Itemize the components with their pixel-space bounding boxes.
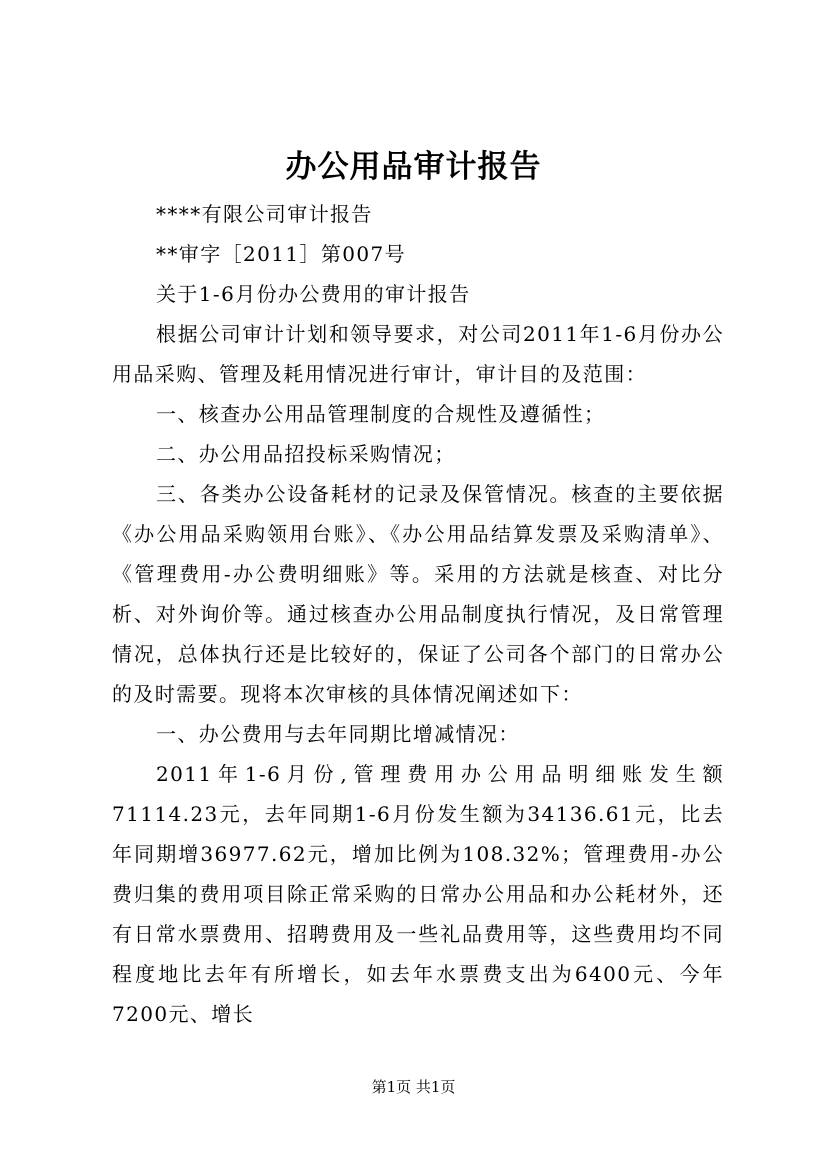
page-footer: 第1页 共1页 (371, 1078, 456, 1096)
paragraph-scope-1: 一、核查办公用品管理制度的合规性及遵循性； (156, 402, 606, 426)
section-heading-1: 一、办公费用与去年同期比增减情况： (156, 722, 520, 746)
paragraph-intro: 根据公司审计计划和领导要求，对公司2011年1-6月份办公用品采购、管理及耗用情况进行审计，审计目的及范围： (112, 322, 724, 386)
company-report-line: ****有限公司审计报告 (156, 202, 373, 226)
report-subject-line: 关于1-6月份办公费用的审计报告 (156, 282, 471, 306)
document-title: 办公用品审计报告 (285, 149, 542, 185)
report-number-line: **审字［2011］第007号 (156, 242, 407, 266)
paragraph-scope-2: 二、办公用品招投标采购情况； (156, 442, 456, 466)
paragraph-expense-comparison: 2011年1-6月份,管理费用办公用品明细账发生额71114.23元，去年同期1-6月份发生额为34136.61元，比去年同期增36977.62元，增加比例为108.32%；管理费用-办公费归集的费用项目除正常采购的日常办公用品和办公耗材外，还有日常水票费用、招聘费用及一些礼品费用等，这些费用均不同程度地比去年有所增长，如去年水票费支出为6400元、今年7200元、增长 (112, 762, 724, 1026)
document-body (112, 194, 724, 1034)
paragraph-scope-3: 三、各类办公设备耗材的记录及保管情况。核查的主要依据《办公用品采购领用台账》、《办公用品结算发票及采购清单》、《管理费用-办公费明细账》等。采用的方法就是核查、对比分析、对外询价等。通过核查办公用品制度执行情况，及日常管理情况，总体执行还是比较好的，保证了公司各个部门的日常办公的及时需要。现将本次审核的具体情况阐述如下： (112, 482, 724, 706)
